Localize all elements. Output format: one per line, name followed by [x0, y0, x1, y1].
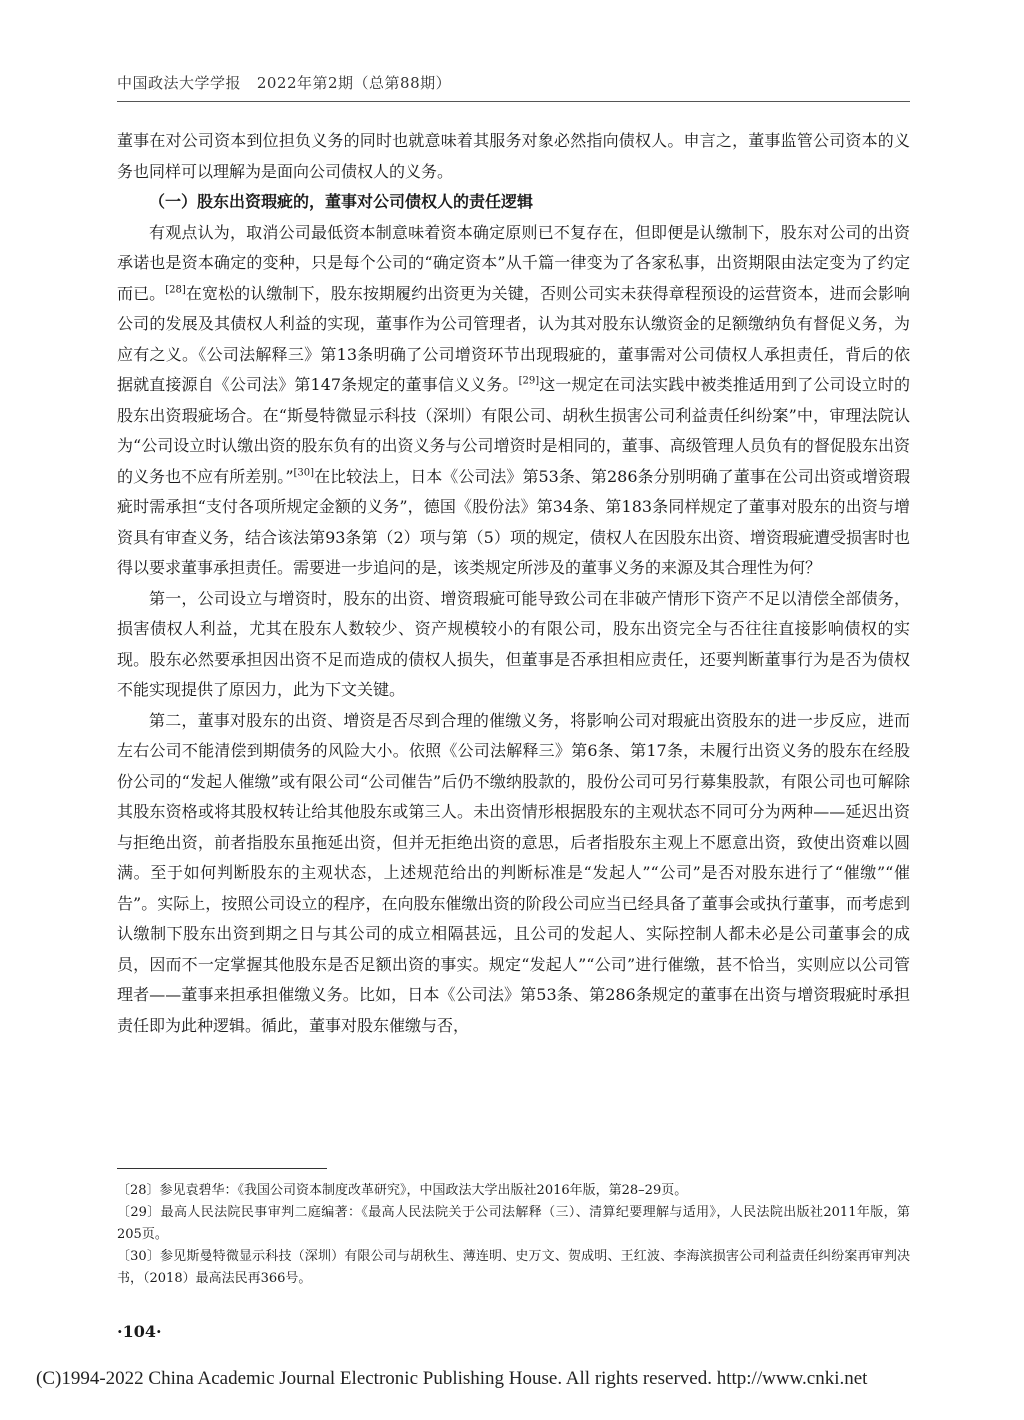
paragraph-text: 这一规定在司法实践中被类推适用到了公司设立时的股东出资瑕疵场合。在“斯曼特微显示科技（深圳）有限公司、胡秋生损害公司利益责任纠纷案”中，审理法院认为“公司设立时认缴出资的股东负有的出资义务与公司增资时是相同的，董事、高级管理人员负有的督促股东出资的义务也不应有所差别。” — [117, 375, 910, 486]
footnote-28: 〔28〕参见袁碧华：《我国公司资本制度改革研究》，中国政法大学出版社2016年版，第28–29页。 — [117, 1183, 688, 1198]
paragraph-text: 在宽松的认缴制下，股东按期履约出资更为关键，否则公司实未获得章程预设的运营资本，进而会影响公司的发展及其债权人利益的实现，董事作为公司管理者，认为其对股东认缴资金的足额缴纳负有督促义务，为应有之义。《公司法解释三》第13条明确了公司增资环节出现瑕疵的，董事需对公司债权人承担责任，背后的依据就直接源自《公司法》第147条规定的董事信义义务。 — [117, 283, 910, 394]
paragraph-text: 有观点认为，取消公司最低资本制意味着资本确定原则已不复存在，但即便是认缴制下，股东对公司的出资承诺也是资本确定的变种，只是每个公司的“确定资本”从千篇一律变为了各家私事，出资期限由法定变为了约定而已。 — [117, 222, 910, 303]
paragraph-second: 第二，董事对股东的出资、增资是否尽到合理的催缴义务，将影响公司对瑕疵出资股东的进一步反应，进而左右公司不能清偿到期债务的风险大小。依照《公司法解释三》第6条、第17条，未履行出资义务的股东在经股份公司的“发起人催缴”或有限公司“公司催告”后仍不缴纳股款的，股份公司可另行募集股款，有限公司也可解除其股东资格或将其股权转让给其他股东或第三人。未出资情形根据股东的主观状态不同可分为两种——延迟出资与拒绝出资，前者指股东虽拖延出资，但并无拒绝出资的意思，后者指股东主观上不愿意出资，致使出资难以圆满。至于如何判断股东的主观状态，上述规范给出的判断标准是“发起人”“公司”是否对股东进行了“催缴”“催告”。实际上，按照公司设立的程序，在向股东催缴出资的阶段公司应当已经具备了董事会或执行董事，而考虑到认缴制下股东出资到期之日与其公司的成立相隔甚远，且公司的发起人、实际控制人都未必是公司董事会的成员，因而不一定掌握其他股东是否足额出资的事实。规定“发起人”“公司”进行催缴，甚不恰当，实则应以公司管理者——董事来担承担催缴义务。比如，日本《公司法》第53条、第286条规定的董事在出资与增资瑕疵时承担责任即为此种逻辑。循此，董事对股东催缴与否， — [117, 710, 910, 1035]
paragraph-text: 在比较法上，日本《公司法》第53条、第286条分别明确了董事在公司出资或增资瑕疵时需承担“支付各项所规定金额的义务”，德国《股份法》第34条、第183条同样规定了董事对股东的出资与增资具有审查义务，结合该法第93条第（2）项与第（5）项的规定，债权人在因股东出资、增资瑕疵遭受损害时也得以要求董事承担责任。需要进一步追问的是，该类规定所涉及的董事义务的来源及其合理性为何？ — [117, 466, 910, 577]
copyright-notice: (C)1994-2022 China Academic Journal Electronic Publishing House. All rights reserved. http://www.cnki.net — [36, 1368, 868, 1389]
paragraph-first: 第一，公司设立与增资时，股东的出资、增资瑕疵可能导致公司在非破产情形下资产不足以清偿全部债务，损害债权人利益，尤其在股东人数较少、资产规模较小的有限公司，股东出资完全与否往往直接影响债权的实现。股东必然要承担因出资不足而造成的债权人损失，但董事是否承担相应责任，还要判断董事行为是否为债权不能实现提供了原因力，此为下文关键。 — [117, 588, 910, 699]
footnote-ref-30[interactable]: [30] — [293, 467, 315, 479]
paragraph-continuation: 董事在对公司资本到位担负义务的同时也就意味着其服务对象必然指向债权人。申言之，董事监管公司资本的义务也同样可以理解为是面向公司债权人的义务。 — [117, 131, 910, 181]
footnote-30: 〔30〕参见斯曼特微显示科技（深圳）有限公司与胡秋生、薄连明、史万文、贺成明、王红波、李海滨损害公司利益责任纠纷案再审判决书，（2018）最高法民再366号。 — [117, 1249, 910, 1286]
header-rule — [117, 101, 910, 102]
paragraph-viewpoint — [117, 218, 910, 584]
footnote-ref-28[interactable]: [28] — [165, 284, 186, 296]
running-header — [117, 72, 910, 93]
footnote-ref-29[interactable]: [29] — [518, 375, 540, 387]
page-number: ·104· — [117, 1322, 162, 1341]
article-body — [117, 126, 910, 1041]
issue-info: 2022年第2期（总第88期） — [256, 74, 452, 92]
footnote-rule — [117, 1168, 327, 1169]
footnote-29: 〔29〕最高人民法院民事审判二庭编著：《最高人民法院关于公司法解释（三）、清算纪要理解与适用》，人民法院出版社2011年版，第205页。 — [117, 1205, 910, 1242]
section-heading: （一）股东出资瑕疵的，董事对公司债权人的责任逻辑 — [149, 192, 534, 211]
footnotes — [117, 1180, 910, 1290]
journal-name: 中国政法大学学报 — [117, 74, 242, 92]
